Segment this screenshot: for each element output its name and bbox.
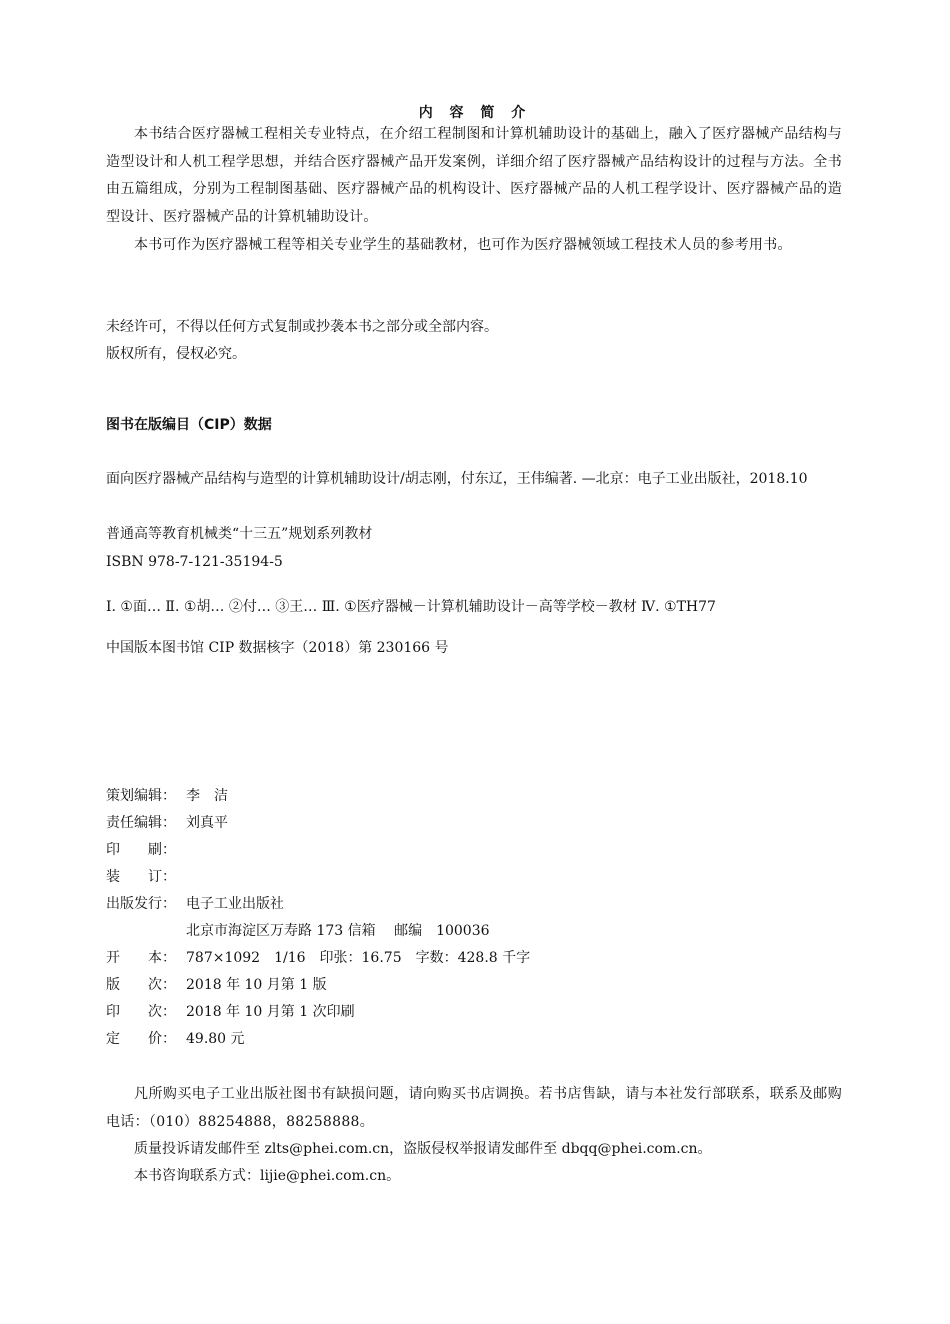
credit-format xyxy=(106,945,846,972)
inquiry-contact: 本书咨询联系方式：lijie@phei.com.cn。 xyxy=(134,1168,401,1184)
purchase-notice: 凡所购买电子工业出版社图书有缺损问题，请向购买书店调换。若书店售缺，请与本社发行部联系，联系及邮购电话：（010）88254888，88258888。 xyxy=(106,1086,842,1130)
credit-label: 版 次： xyxy=(106,977,176,993)
credit-label: 印 刷： xyxy=(106,842,176,858)
copyright-rights: 版权所有，侵权必究。 xyxy=(106,346,246,362)
cip-series: 普通高等教育机械类“十三五”规划系列教材 xyxy=(106,526,373,542)
credit-label: 定 价： xyxy=(106,1031,176,1047)
credit-publisher xyxy=(106,891,846,918)
credit-label: 装 订： xyxy=(106,869,176,885)
summary-title: 内 容 简 介 xyxy=(418,105,532,121)
credit-binding xyxy=(106,864,846,891)
credit-value: 刘真平 xyxy=(186,815,228,831)
cip-record-number: 中国版本图书馆 CIP 数据核字（2018）第 230166 号 xyxy=(106,640,449,656)
summary-paragraph-1: 本书结合医疗器械工程相关专业特点，在介绍工程制图和计算机辅助设计的基础上，融入了医疗器械产品结构与造型设计和人机工程学思想，并结合医疗器械产品开发案例，详细介绍了医疗器械产品结构设计的过程与方法。全书由五篇组成，分别为工程制图基础、医疗器械产品的机构设计、医疗器械产品的人机工程学设计、医疗器械产品的造型设计、医疗器械产品的计算机辅助设计。 xyxy=(106,126,842,225)
credit-price xyxy=(106,1026,846,1053)
credit-value: 电子工业出版社 xyxy=(186,896,284,912)
credit-value: 2018 年 10 月第 1 次印刷 xyxy=(186,1004,355,1020)
credit-responsible-editor xyxy=(106,810,846,837)
credit-impression xyxy=(106,999,846,1026)
cip-heading: 图书在版编目（CIP）数据 xyxy=(106,417,272,433)
credit-edition xyxy=(106,972,846,999)
credit-label: 开 本： xyxy=(106,950,176,966)
credit-value: 787×1092 1/16 印张：16.75 字数：428.8 千字 xyxy=(186,950,531,966)
cip-entry: 面向医疗器械产品结构与造型的计算机辅助设计/胡志刚，付东辽，王伟编著. —北京：电子工业出版社，2018.10 xyxy=(106,471,808,487)
cip-isbn: ISBN 978-7-121-35194-5 xyxy=(106,554,283,570)
credit-value: 李 洁 xyxy=(186,788,228,804)
publisher-address: 北京市海淀区万寿路 173 信箱 邮编 100036 xyxy=(186,923,490,939)
credit-label: 策划编辑： xyxy=(106,788,176,804)
credit-value: 49.80 元 xyxy=(186,1031,245,1047)
credit-label: 责任编辑： xyxy=(106,815,176,831)
summary-paragraph-2: 本书可作为医疗器械工程等相关专业学生的基础教材，也可作为医疗器械领域工程技术人员的参考用书。 xyxy=(134,237,792,253)
publication-credits xyxy=(106,783,846,1053)
copyright-notice: 未经许可，不得以任何方式复制或抄袭本书之部分或全部内容。 xyxy=(106,319,498,335)
cip-classification: Ⅰ. ①面… Ⅱ. ①胡… ②付… ③王… Ⅲ. ①医疗器械－计算机辅助设计－高等学校－教材 Ⅳ. ①TH77 xyxy=(106,599,716,615)
credit-printing xyxy=(106,837,846,864)
credit-address xyxy=(106,918,846,945)
complaint-contact: 质量投诉请发邮件至 zlts@phei.com.cn，盗版侵权举报请发邮件至 dbqq@phei.com.cn。 xyxy=(134,1141,712,1157)
credit-label: 印 次： xyxy=(106,1004,176,1020)
credit-value: 2018 年 10 月第 1 版 xyxy=(186,977,327,993)
credit-planning-editor xyxy=(106,783,846,810)
credit-label: 出版发行： xyxy=(106,896,176,912)
